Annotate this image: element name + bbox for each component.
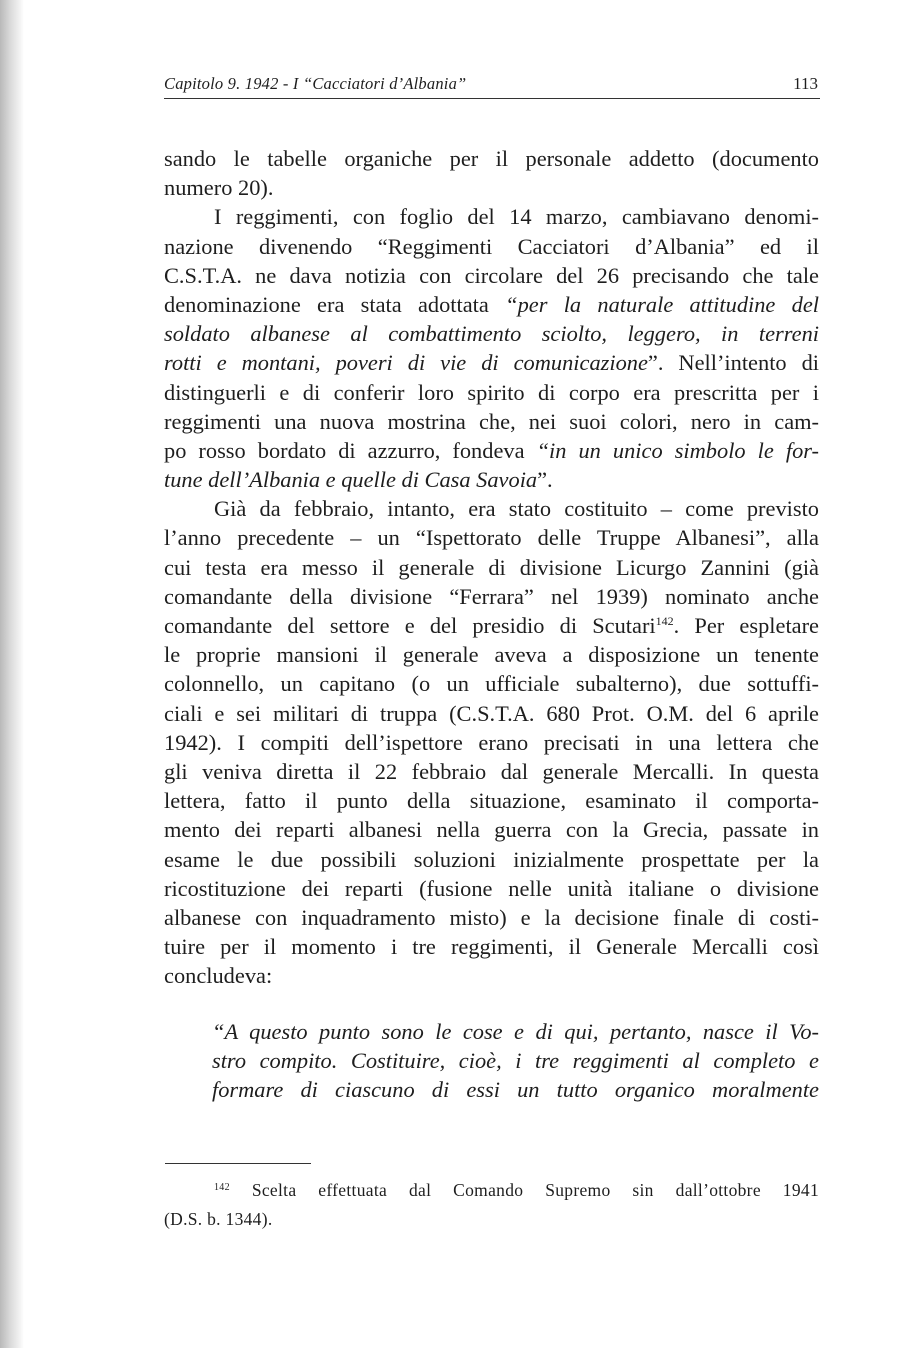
- text-run: comandante del settore e del presidio di Scutari: [164, 613, 656, 638]
- text-line: comandante della divisione “Ferrara” nel 1939) nominato anche: [164, 583, 819, 609]
- text-line: C.S.T.A. ne dava notizia con circolare del 26 precisando che tale: [164, 262, 819, 288]
- italic-citation-line: soldato albanese al combattimento sciolto, leggero, in terreni: [164, 321, 819, 347]
- text-line: Già da febbraio, intanto, era stato costituito – come previsto: [214, 496, 819, 522]
- text-line: ricostituzione dei reparti (fusione nelle unità italiane o divisione: [164, 875, 819, 901]
- text-line: [164, 436, 819, 465]
- chapter-title: Capitolo 9. 1942 - I “Cacciatori d’Albania”: [164, 74, 467, 93]
- text-line: 1942). I compiti dell’ispettore erano precisati in una lettera che: [164, 729, 819, 755]
- footnote-reference[interactable]: 142: [655, 614, 674, 628]
- text-line: colonnello, un capitano (o un ufficiale subalterno), due sottuffi-: [164, 671, 819, 697]
- italic-citation: tune dell’Albania e quelle di Casa Savoia: [164, 467, 538, 493]
- text-line: ciali e sei militari di truppa (C.S.T.A. 680 Prot. O.M. del 6 aprile: [164, 700, 819, 726]
- text-run: . Per espletare: [673, 613, 819, 638]
- running-header: [164, 72, 820, 99]
- footnote: [164, 1178, 819, 1231]
- text-line: reggimenti una nuova mostrina che, nei suoi colori, nero in cam-: [164, 408, 819, 434]
- text-line: [164, 348, 819, 377]
- quote-line: formare di ciascuno di essi un tutto organico moralmente: [212, 1077, 819, 1103]
- footnote-line: (D.S. b. 1344).: [164, 1209, 273, 1230]
- block-quote: [212, 1017, 819, 1105]
- page-number: 113: [793, 74, 818, 93]
- italic-citation: “in un unico simbolo le for-: [536, 437, 819, 463]
- text-line: gli veniva diretta il 22 febbraio dal generale Mercalli. In questa: [164, 758, 819, 784]
- italic-citation: rotti e montani, poveri di vie di comunicazione: [164, 350, 648, 376]
- text-line: distinguerli e di conferir loro spirito di corpo era prescritta per i: [164, 379, 819, 405]
- footnote-line: [164, 1178, 819, 1207]
- text-line: [164, 611, 819, 640]
- text-run: ”. Nell’intento di: [647, 350, 819, 376]
- text-line: lettera, fatto il punto della situazione, esaminato il comporta-: [164, 788, 819, 814]
- text-line: concludeva:: [164, 963, 273, 989]
- text-line: albanese con inquadramento misto) e la decisione finale di costi-: [164, 904, 819, 930]
- text-run: denominazione era stata adottata: [164, 291, 506, 317]
- text-line: mento dei reparti albanesi nella guerra con la Grecia, passate in: [164, 817, 819, 843]
- text-line: I reggimenti, con foglio del 14 marzo, cambiavano denomi-: [214, 204, 819, 230]
- text-line: le proprie mansioni il generale aveva a disposizione un tenente: [164, 642, 819, 668]
- text-run: ”.: [537, 467, 553, 493]
- text-line: cui testa era messo il generale di divisione Licurgo Zannini (già: [164, 554, 819, 580]
- quote-line: stro compito. Costituire, cioè, i tre reggimenti al completo e: [212, 1048, 819, 1074]
- text-line: numero 20).: [164, 175, 274, 201]
- text-line: esame le due possibili soluzioni inizialmente prospettate per la: [164, 846, 819, 872]
- footnote-divider: [165, 1163, 311, 1164]
- quote-line: “A questo punto sono le cose e di qui, pertanto, nasce il Vo-: [212, 1019, 819, 1044]
- text-line: tuire per il momento i tre reggimenti, il Generale Mercalli così: [164, 934, 819, 960]
- footnote-number: 142: [214, 1182, 230, 1193]
- page-spine-shadow: [0, 0, 24, 1348]
- text-run: po rosso bordato di azzurro, fondeva: [164, 437, 537, 463]
- italic-citation: “per la naturale attitudine del: [505, 291, 819, 317]
- text-line: nazione divenendo “Reggimenti Cacciatori d’Albania” ed il: [164, 233, 819, 259]
- main-text: [164, 144, 819, 990]
- text-line: sando le tabelle organiche per il personale addetto (documento: [164, 146, 819, 171]
- text-line: [164, 465, 819, 494]
- text-line: [164, 290, 819, 319]
- footnote-text: Scelta effettuata dal Comando Supremo sin dall’ottobre 1941: [251, 1180, 819, 1200]
- text-line: l’anno precedente – un “Ispettorato delle Truppe Albanesi”, alla: [164, 525, 819, 551]
